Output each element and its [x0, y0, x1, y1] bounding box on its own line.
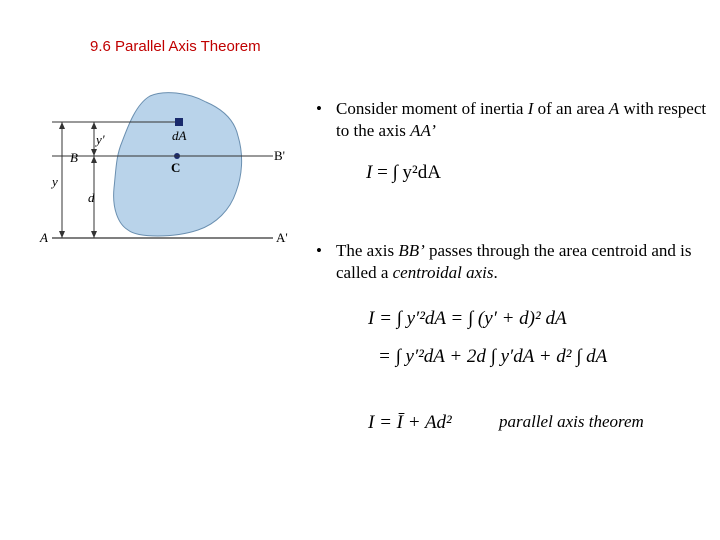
da-element [175, 118, 183, 126]
label-B: B [70, 150, 78, 165]
label-A: A [40, 230, 48, 245]
label-dA: dA [172, 128, 187, 143]
bullet-centroidal-axis [316, 240, 716, 284]
eq1-lhs: I [366, 162, 373, 183]
label-d: d [88, 190, 95, 205]
label-y-prime: y' [96, 132, 105, 147]
label-B-prime: B' [274, 148, 286, 163]
bullet2-text-a: The axis [336, 241, 399, 260]
eq1-rhs: = ∫ y²dA [377, 162, 441, 183]
parallel-axis-theorem-label: parallel axis theorem [499, 412, 644, 431]
bullet1-var-i: I [527, 99, 534, 118]
bullet1-text-a: Consider moment of inertia [336, 99, 528, 118]
bullet2-term: centroidal axis [392, 263, 494, 282]
label-y: y [52, 174, 58, 189]
bullet1-var-aa: AA’ [410, 121, 436, 140]
bullet-dot: • [316, 241, 322, 260]
bullet1-text-b: of an area [533, 99, 609, 118]
equation-moment [366, 162, 441, 184]
label-A-prime: A' [276, 230, 288, 245]
slide-title: 9.6 Parallel Axis Theorem [90, 38, 261, 55]
bullet-dot: • [316, 99, 322, 118]
area-diagram [38, 88, 298, 248]
equation-expansion-line1: I = ∫ y′²dA = ∫ (y′ + d)² dA [368, 308, 567, 329]
bullet-moment-of-inertia [316, 98, 716, 142]
bullet1-text-c: with respect to the axis [336, 99, 707, 140]
equation-parallel-axis: I = Ī + Ad² [368, 412, 452, 433]
bullet2-var-bb: BB’ [398, 241, 425, 260]
bullet2-text-b: passes through the area centroid and is called a [336, 241, 692, 282]
bullet1-var-a: A [608, 99, 620, 118]
bullet2-text-c: . [493, 263, 498, 282]
label-C: C [171, 160, 181, 175]
equation-expansion-line2: = ∫ y′²dA + 2d ∫ y′dA + d² ∫ dA [378, 346, 608, 367]
